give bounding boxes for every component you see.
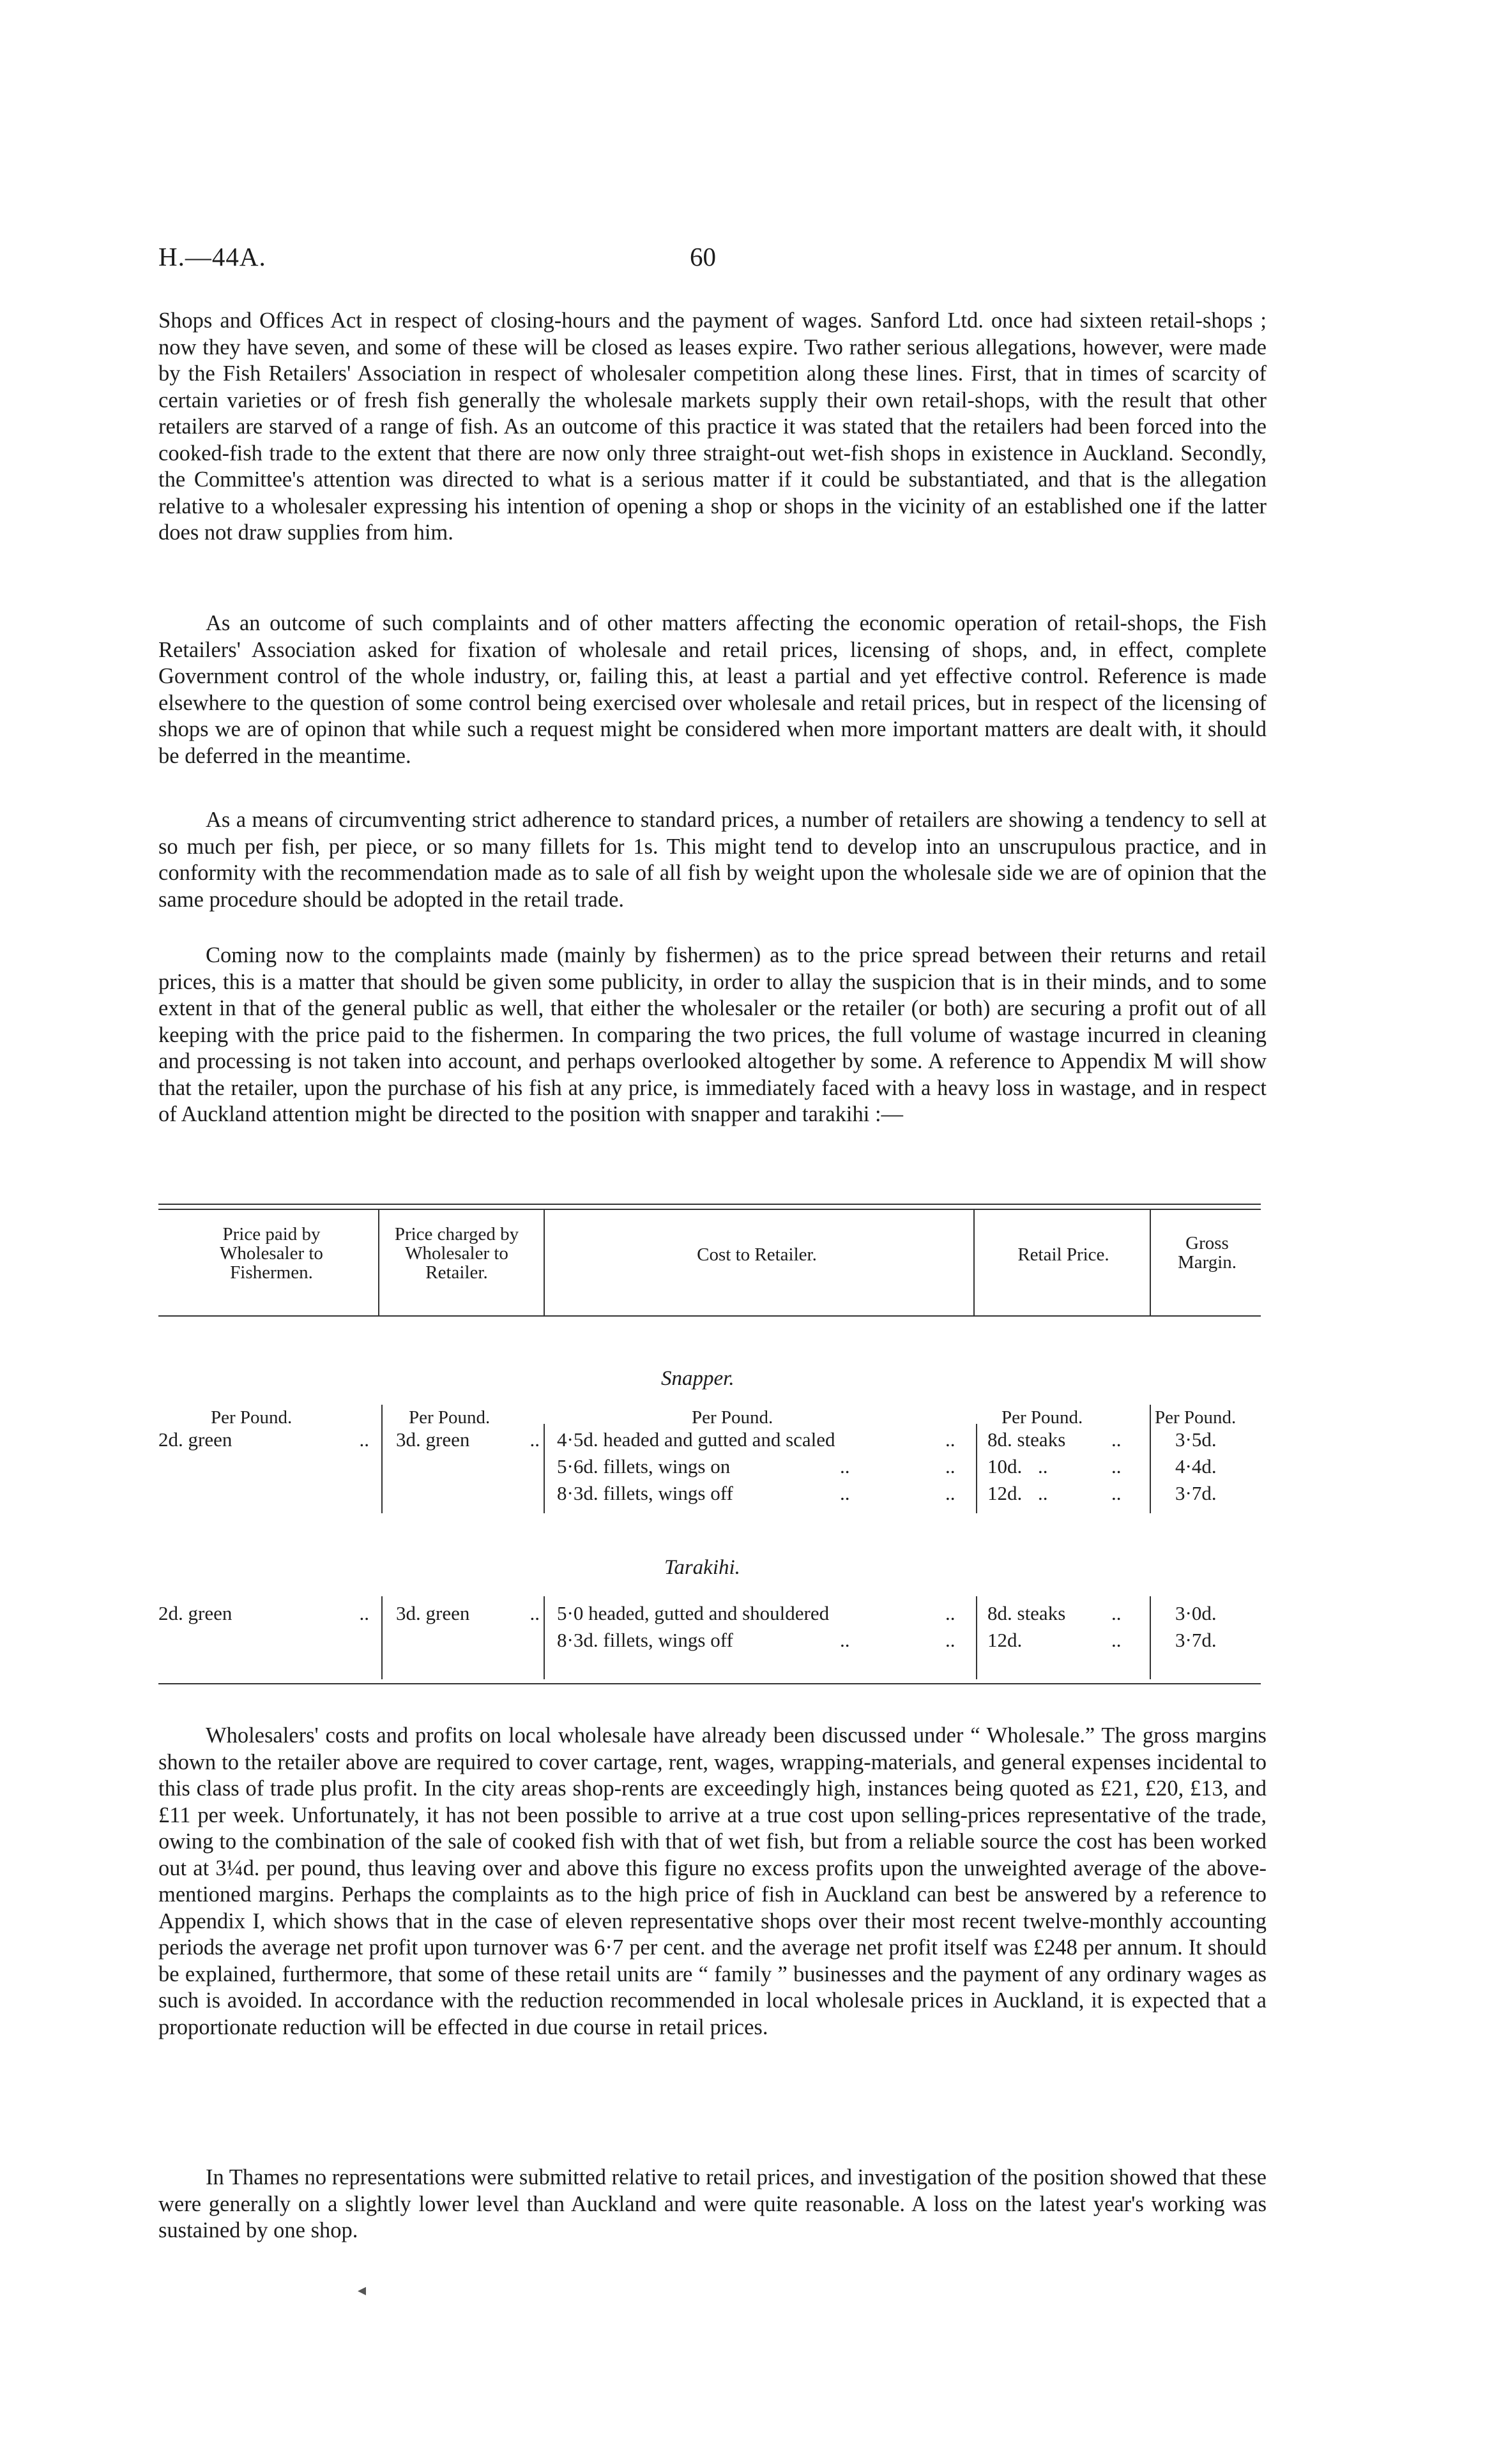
snapper-row-3-retail: 12d.: [987, 1482, 1023, 1504]
snapper-row-3-margin: 3·7d.: [1175, 1482, 1217, 1504]
tarakihi-row-1-retail: 8d. steaks: [987, 1602, 1066, 1624]
header-price-charged: Price charged by Wholesaler to Retailer.: [394, 1224, 519, 1283]
snapper-row-1-retail: 8d. steaks: [987, 1428, 1066, 1451]
paragraph-2: As an outcome of such complaints and of other matters affecting the economic operation of retail-shops, the Fish Retailers' Association asked for fixation of wholesale and retail prices, licensing of shops, and, in effect, complete Government control of the whole industry, or, failing this, at least a partial and yet effective control. Reference is made elsewhere to the question of some control being exercised over wholesale and retail prices, but in respect of the licensing of shops we are of opinon that while such a request might be considered when more important matters are dealt with, it should be deferred in the meantime.: [158, 611, 1267, 768]
paragraph-5: Wholesalers' costs and profits on local wholesale have already been discussed under “ Wholesale.” The gross margins shown to the retailer above are required to cover cartage, rent, wages, wrapping-materials, and general expenses incidental to this class of trade plus profit. In the city areas shop-rents are exceedingly high, instances being quoted as £21, £20, £13, and £11 per week. Unfortunately, it has not been possible to arrive at a true cost upon selling-prices representative of the trade, owing to the combination of the sale of cooked fish with that of wet fish, but from a reliable source the cost has been worked out at 3¼d. per pound, thus leaving over and above this figure no excess profits upon the unweighted average of the above-mentioned margins. Perhaps the complaints as to the high price of fish in Auckland can best be answered by a reference to Appendix I, which shows that in the case of eleven representative shops over their most recent twelve-monthly accounting periods the average net profit upon turnover was 6·7 per cent. and the average net profit itself was £248 per annum. It should be explained, furthermore, that some of these retail units are “ family ” businesses and the payment of any ordinary wages as such is avoided. In accordance with the reduction recommended in local wholesale prices in Auckland, it is expected that a proportionate reduction will be effected in due course in retail prices.: [158, 1723, 1267, 2039]
dot-leader: ..: [1038, 1455, 1048, 1478]
table-top-rule-2: [158, 1209, 1261, 1210]
table-top-rule: [158, 1204, 1261, 1205]
col-separator: [976, 1424, 977, 1513]
snapper-charged: 3d. green ..: [396, 1428, 540, 1451]
tarakihi-row-2-margin: 3·7d.: [1175, 1629, 1217, 1651]
col-separator: [381, 1596, 383, 1679]
col-separator: [1150, 1596, 1151, 1679]
tarakihi-paid-value: 2d. green: [158, 1602, 232, 1624]
stray-mark: ◂: [358, 2281, 367, 2299]
header-price-paid: Price paid by Wholesaler to Fishermen.: [220, 1224, 323, 1283]
dot-leader: ..: [1038, 1482, 1048, 1504]
snapper-paid: 2d. green ..: [158, 1428, 369, 1451]
per-pound-label: Per Pound.: [692, 1407, 773, 1428]
tarakihi-charged: 3d. green ..: [396, 1602, 540, 1624]
dot-leader: ..: [1111, 1455, 1122, 1478]
tarakihi-row-1-cost: 5·0 headed, gutted and shouldered: [557, 1602, 830, 1624]
col-separator: [378, 1210, 379, 1315]
table-header-rule: [158, 1315, 1261, 1317]
page-number: 60: [690, 242, 716, 271]
tarakihi-row-2-retail: 12d.: [987, 1629, 1023, 1651]
tarakihi-paid: 2d. green ..: [158, 1602, 369, 1624]
paragraph-3: As a means of circumventing strict adherence to standard prices, a number of retailers are showing a tendency to sell at so much per fish, per piece, or so many fillets for 1s. This might tend to develop into an unscrupulous practice, and in conformity with the recommendation made as to sale of all fish by weight upon the wholesale side we are of opinion that the same procedure should be adopted in the retail trade.: [158, 808, 1267, 912]
tarakihi-charged-value: 3d. green: [396, 1602, 470, 1624]
col-separator: [544, 1210, 545, 1315]
snapper-row-2-cost: 5·6d. fillets, wings on: [557, 1455, 731, 1478]
snapper-row-3-cost: 8·3d. fillets, wings off: [557, 1482, 733, 1504]
dot-leader: ..: [945, 1482, 955, 1504]
dot-leader: ..: [1111, 1602, 1122, 1624]
per-pound-label: Per Pound.: [409, 1407, 491, 1428]
header-retail-price: Retail Price.: [1017, 1244, 1109, 1265]
col-separator: [1150, 1210, 1151, 1315]
per-pound-label: Per Pound.: [1001, 1407, 1083, 1428]
dot-leader: ..: [945, 1602, 955, 1624]
tarakihi-row-1-margin: 3·0d.: [1175, 1602, 1217, 1624]
snapper-paid-value: 2d. green: [158, 1428, 232, 1451]
header-cost-to-retailer: Cost to Retailer.: [697, 1244, 817, 1265]
snapper-row-2-margin: 4·4d.: [1175, 1455, 1217, 1478]
table-bottom-rule: [158, 1683, 1261, 1684]
col-separator: [1150, 1405, 1151, 1513]
col-separator: [544, 1424, 545, 1513]
dot-leader: ..: [945, 1428, 955, 1451]
per-pound-label: Per Pound.: [211, 1407, 293, 1428]
snapper-charged-value: 3d. green: [396, 1428, 470, 1451]
dot-leader: ..: [1111, 1428, 1122, 1451]
paragraph-6: In Thames no representations were submitted relative to retail prices, and investigation of the position showed that these were generally on a slightly lower level than Auckland and were quite reasonable. A loss on the latest year's working was sustained by one shop.: [158, 2165, 1267, 2242]
header-gross-margin: Gross Margin.: [1177, 1233, 1237, 1273]
header-code: H.—44A.: [158, 242, 266, 271]
per-pound-label: Per Pound.: [1155, 1407, 1237, 1428]
tarakihi-row-2-cost: 8·3d. fillets, wings off: [557, 1629, 733, 1651]
paragraph-1: Shops and Offices Act in respect of closing-hours and the payment of wages. Sanford Ltd. once had sixteen retail-shops ; now they have seven, and some of these will be closed as leases expire. Two rather serious allegations, however, were made by the Fish Retailers' Association in respect of wholesaler competition along these lines. First, that in times of scarcity of certain varieties or of fresh fish generally the wholesale markets supply their own retail-shops, with the result that other retailers are starved of a range of fish. As an outcome of this practice it was stated that the retailers had been forced into the cooked-fish trade to the extent that there are now only three straight-out wet-fish shops in existence in Auckland. Secondly, the Committee's attention was directed to what is a serious matter if it could be substantiated, and that is the allegation relative to a wholesaler expressing his intention of opening a shop or shops in the vicinity of an established one if the latter does not draw supplies from him.: [158, 308, 1267, 545]
dot-leader: ..: [945, 1629, 955, 1651]
snapper-row-1-cost: 4·5d. headed and gutted and scaled: [557, 1428, 835, 1451]
dot-leader: ..: [1111, 1629, 1122, 1651]
dot-leader: ..: [840, 1629, 850, 1651]
paragraph-4: Coming now to the complaints made (mainly by fishermen) as to the price spread between their returns and retail prices, this is a matter that should be given some publicity, in order to allay the suspicion that is in their minds, and to some extent in that of the general public as well, that either the wholesaler or the retailer (or both) are securing a profit out of all keeping with the price paid to the fishermen. In comparing the two prices, the full volume of wastage incurred in cleaning and processing is not taken into account, and perhaps overlooked altogether by some. A reference to Appendix M will show that the retailer, upon the purchase of his fish at any price, is immediately faced with a heavy loss in wastage, and in respect of Auckland attention might be directed to the position with snapper and tarakihi :—: [158, 943, 1267, 1126]
dot-leader: ..: [945, 1455, 955, 1478]
dot-leader: ..: [1111, 1482, 1122, 1504]
section-title-snapper: Snapper.: [661, 1367, 735, 1390]
dot-leader: ..: [840, 1482, 850, 1504]
dot-leader: ..: [840, 1455, 850, 1478]
col-separator: [973, 1210, 975, 1315]
col-separator: [381, 1405, 383, 1513]
snapper-row-1-margin: 3·5d.: [1175, 1428, 1217, 1451]
snapper-row-2-retail: 10d.: [987, 1455, 1023, 1478]
col-separator: [544, 1596, 545, 1679]
col-separator: [976, 1596, 977, 1679]
section-title-tarakihi: Tarakihi.: [664, 1556, 740, 1579]
